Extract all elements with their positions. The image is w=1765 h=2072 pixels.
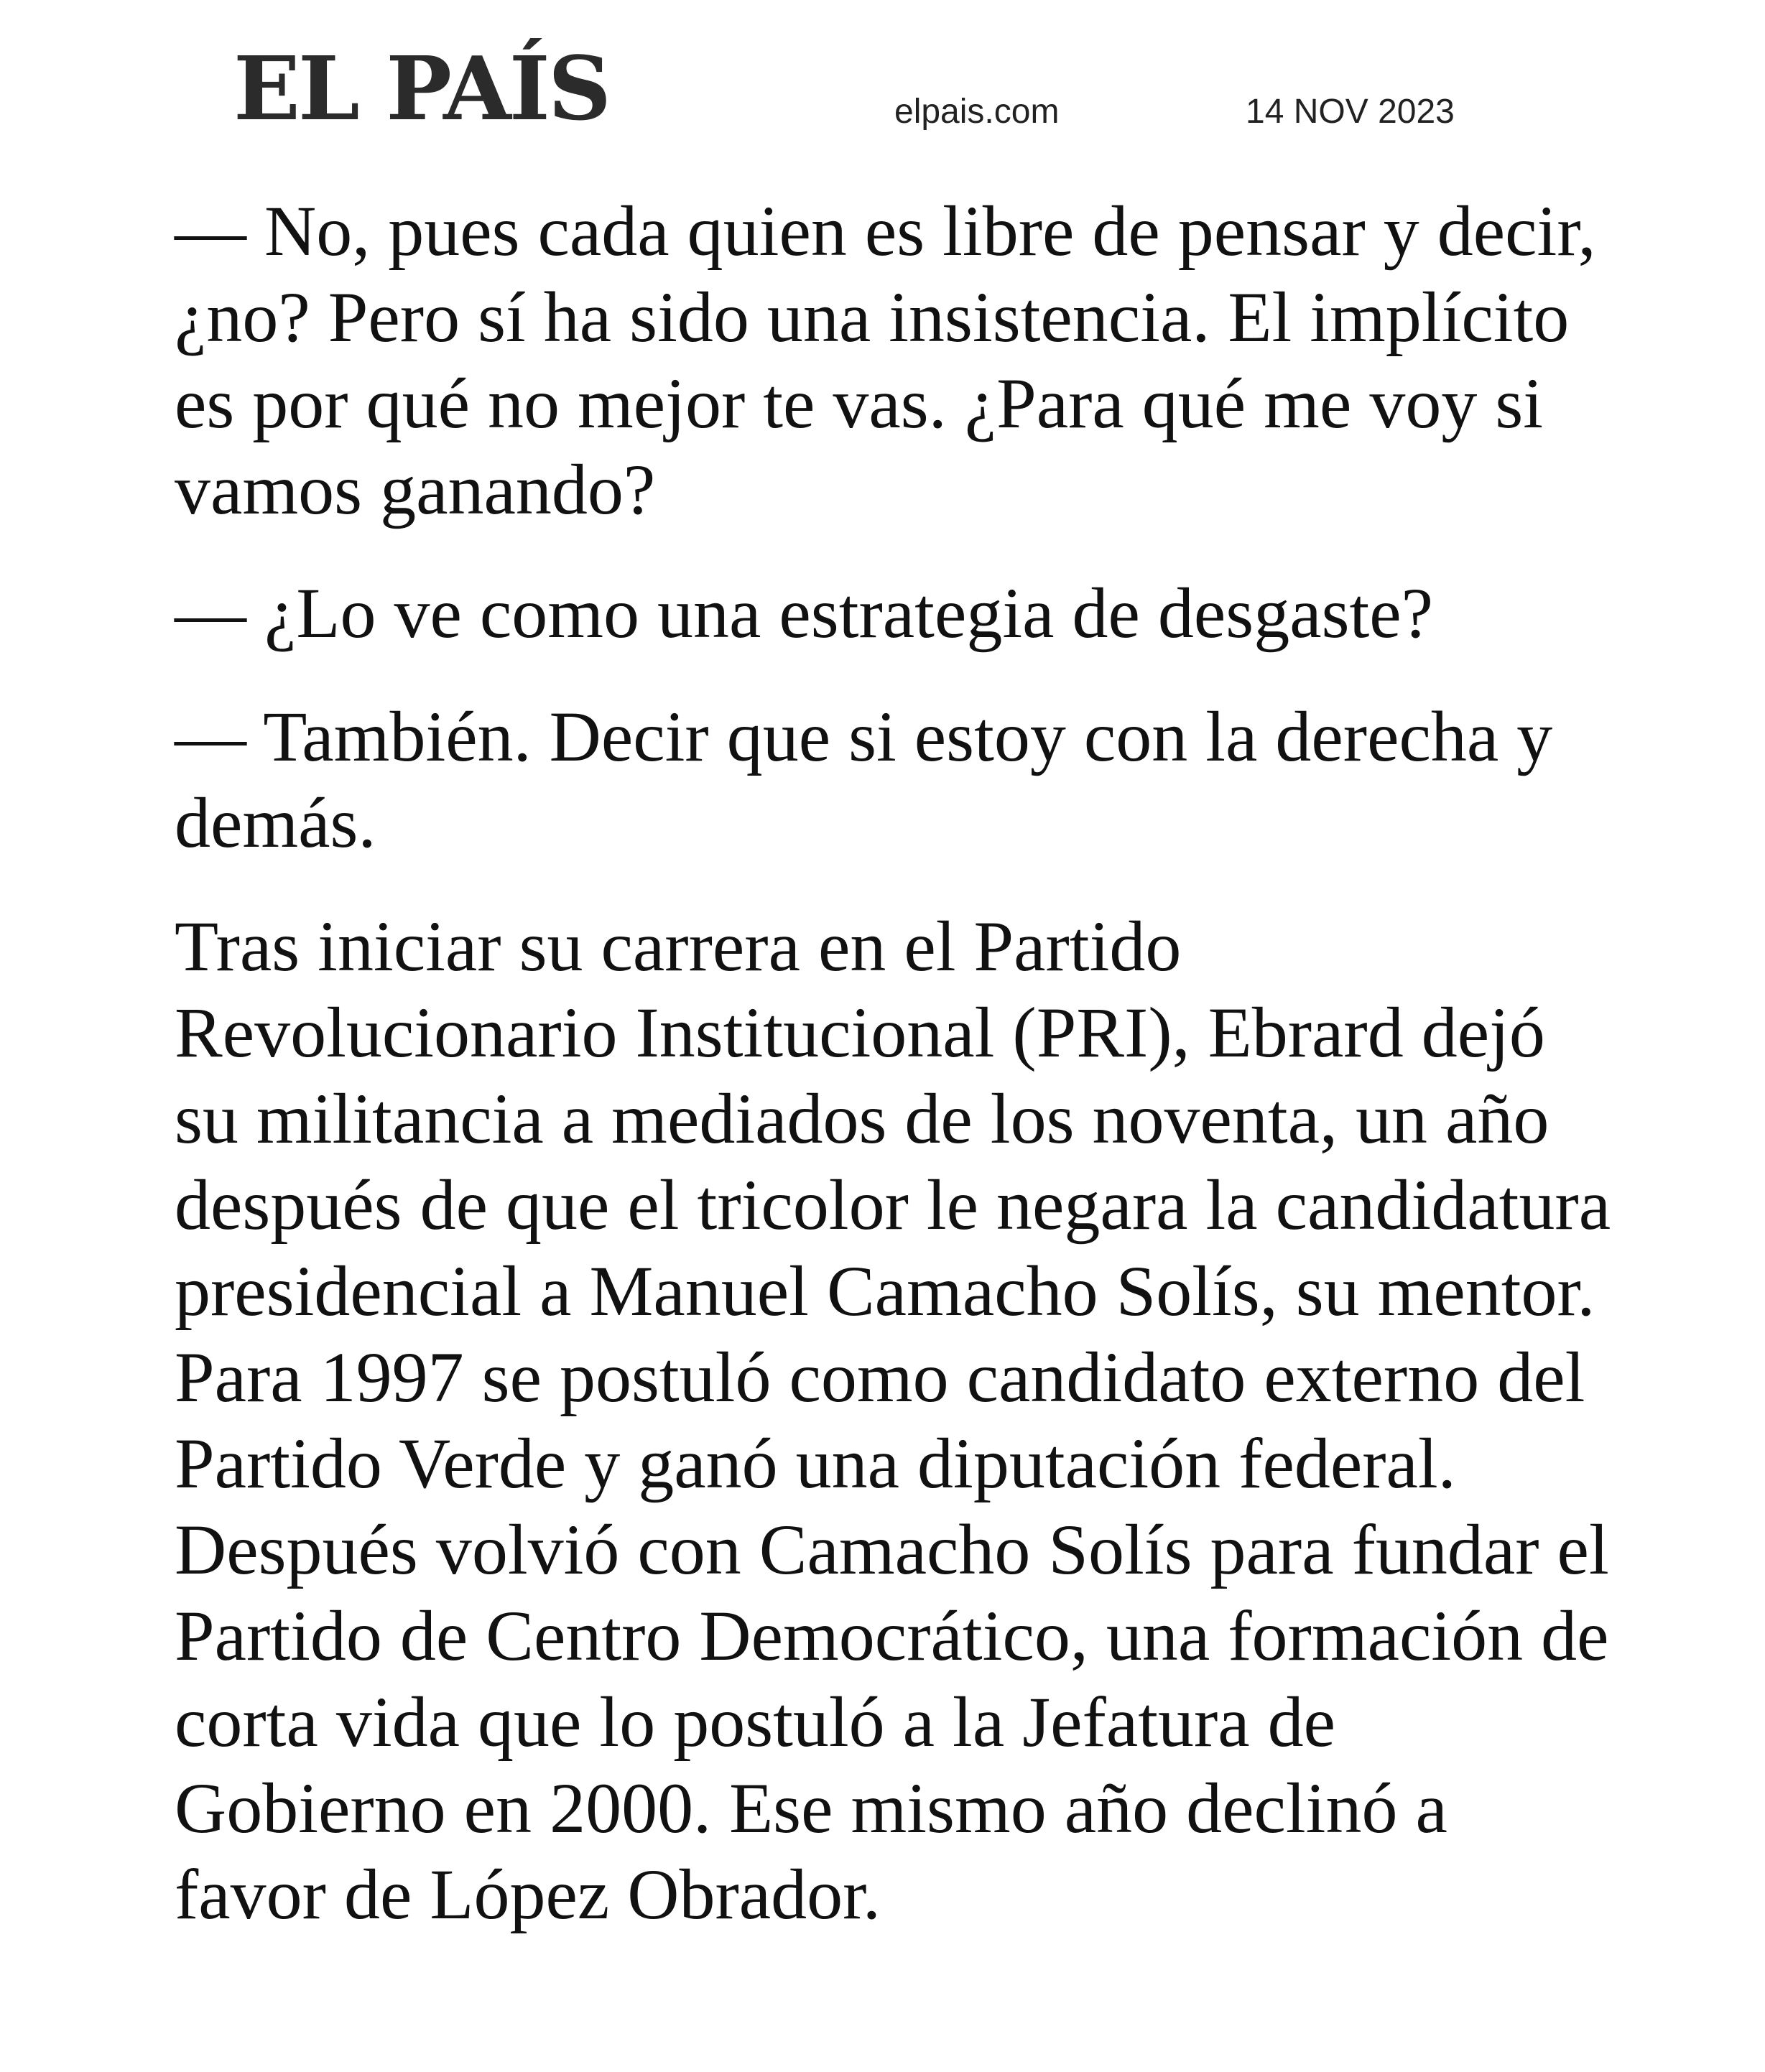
paragraph-answer-1: — No, pues cada quien es libre de pensar y decir, ¿no? Pero sí ha sido una insistencia. El implícito es por qué no mejor te vas. ¿Para qué me voy si vamos ganando? — [175, 191, 1596, 529]
paragraph-question: — ¿Lo ve como una estrategia de desgaste? — [175, 573, 1434, 653]
article-body — [175, 188, 1611, 1975]
publication-date: 14 NOV 2023 — [1246, 93, 1455, 131]
site-url: elpais.com — [894, 93, 1060, 131]
el-pais-logo: EL PAÍS — [233, 37, 609, 140]
masthead — [0, 0, 1765, 158]
paragraph-narrative: Tras iniciar su carrera en el Partido Revolucionario Institucional (PRI), Ebrard dejó su militancia a mediados de los noventa, un año después de que el tricolor le negara la candidatura presidencial a Manuel Camacho Solís, su mentor. Para 1997 se postuló como candidato externo del Partido Verde y ganó una diputación federal. Después volvió con Camacho Solís para fundar el Partido de Centro Democrático, una formación de corta vida que lo postuló a la Jefatura de Gobierno en 2000. Ese mismo año declinó a favor de López Obrador. — [175, 906, 1611, 1934]
paragraph-answer-2: — También. Decir que si estoy con la derecha y demás. — [175, 697, 1553, 863]
